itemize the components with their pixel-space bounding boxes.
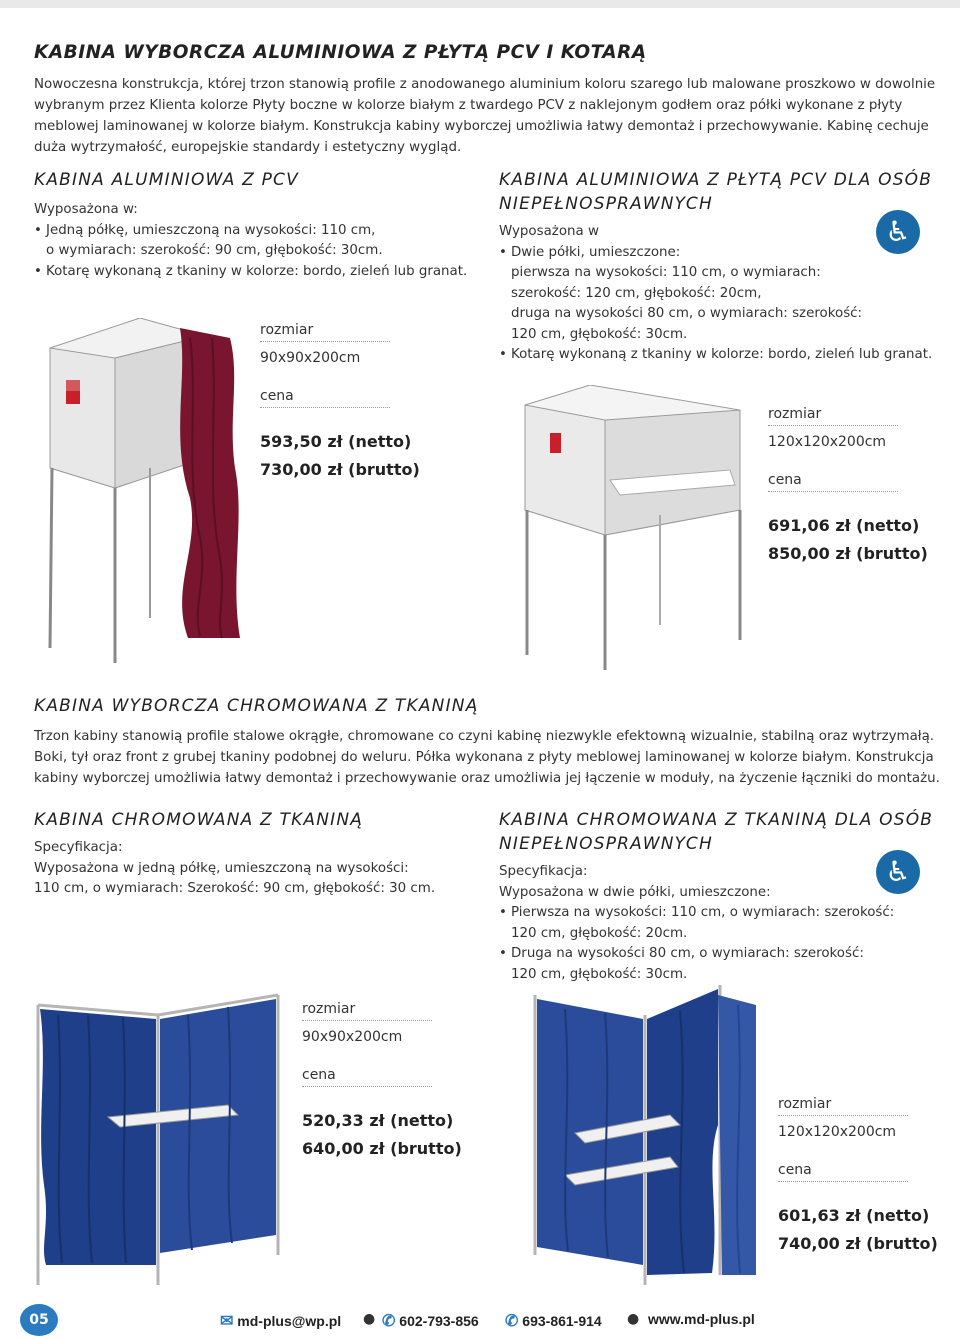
phone-icon: ✆ [505,1313,519,1330]
product1-title: KABINA ALUMINIOWA Z PCV [34,170,299,190]
product2-description: Wyposażona w • Dwie półki, umieszczone: pierwsza na wysokości: 110 cm, o wymiarach: szerokość: 120 cm, głębokość: 20cm, druga na wysokości 80 cm, o wymiarach: szerokość: 120 cm, głębokość: 30cm. • Kotarę wykonaną z tkaniny w kolorze: bordo, zieleń lub granat. [499,224,933,362]
price-label: cena [768,472,898,492]
price-gross: 850,00 zł (brutto) [768,544,928,563]
wheelchair-icon: ♿ [876,210,920,254]
product1-details [260,322,420,484]
product1-bullet: • Kotarę wykonaną z tkaniny w kolorze: bordo, zieleń lub granat. [34,262,484,283]
product4-details [778,1096,938,1258]
size-label: rozmiar [768,406,898,426]
intro-line: Nowoczesna konstrukcja, której trzon stanowią profile z anodowanego aluminium koloru szarego lub malowane proszkowo w dowolnie [34,77,936,92]
intro-line: duża wytrzymałość, europejskie standardy i estetyczny wygląd. [34,140,462,155]
product2-title: KABINA ALUMINIOWA Z PŁYTĄ PCV DLA OSÓB NIEPEŁNOSPRAWNYCH [499,170,933,214]
product1-image [40,318,250,668]
separator-dot: ● [363,1311,376,1327]
chrome-booth-accessible-image [520,985,760,1295]
aluminium-booth-accessible-image [510,385,750,675]
intro-line: wybranym przez Klienta kolorze Płyty boczne w kolorze białym z twardego PCV z naklejonym godłem oraz półki wykonane z płyty [34,98,903,113]
price-net: 593,50 zł (netto) [260,432,412,451]
main-title: KABINA WYBORCZA ALUMINIOWA Z PŁYTĄ PCV I KOTARĄ [34,42,647,63]
product4-image [520,985,760,1295]
price-label: cena [260,388,390,408]
envelope-icon: ✉ [220,1313,234,1330]
product3-image [28,985,288,1295]
price-net: 691,06 zł (netto) [768,516,920,535]
size-value: 90x90x200cm [260,350,361,366]
product2-details [768,406,928,568]
phone-icon: ✆ [382,1313,396,1330]
product4-description: Specyfikacja: Wyposażona w dwie półki, umieszczone: • Pierwsza na wysokości: 110 cm, o wymiarach: szerokość: 120 cm, głębokość: 20cm. • Druga na wysokości 80 cm, o wymiarach: szerokość: 120 cm, głębokość: 30cm. [499,864,895,982]
price-net: 520,33 zł (netto) [302,1111,454,1130]
product2-image [510,385,750,675]
product1-description [34,200,484,282]
separator-dot: ● [627,1311,640,1327]
chrome-booth-blue-image [28,985,288,1295]
product1-intro: Wyposażona w: [34,202,138,217]
price-gross: 730,00 zł (brutto) [260,460,420,479]
phone2-link[interactable]: ✆ 693-861-914 [505,1313,602,1330]
wheelchair-icon: ♿ [876,850,920,894]
phone1-link[interactable]: ✆ 602-793-856 [382,1313,479,1330]
intro-text [34,74,944,158]
product3-details [302,1001,462,1163]
top-bar [0,0,960,8]
footer [0,1304,960,1339]
product4-title: KABINA CHROMOWANA Z TKANINĄ DLA OSÓB NIEPEŁNOSPRAWNYCH [499,810,934,854]
price-label: cena [778,1162,908,1182]
price-gross: 640,00 zł (brutto) [302,1139,462,1158]
price-label: cena [302,1067,432,1087]
section2-title: KABINA WYBORCZA CHROMOWANA Z TKANINĄ [34,696,479,716]
price-gross: 740,00 zł (brutto) [778,1234,938,1253]
product3-description: Specyfikacja: Wyposażona w jedną półkę, umieszczoną na wysokości: 110 cm, o wymiarach: Szerokość: 90 cm, głębokość: 30 cm. [34,840,436,896]
intro-line: meblowej laminowanej w kolorze białym. Konstrukcja kabiny wyborczej umożliwia łatwy demontaż i przechowywanie. Kabinę cechuje [34,119,929,134]
size-label: rozmiar [778,1096,908,1116]
product1-bullet: • Jedną półkę, umieszczoną na wysokości: 110 cm, o wymiarach: szerokość: 90 cm, głębokość: 30cm. [34,221,484,262]
size-value: 90x90x200cm [302,1029,403,1045]
email-link[interactable]: ✉ md-plus@wp.pl [220,1313,342,1330]
section2-text: Trzon kabiny stanowią profile stalowe okrągłe, chromowane co czyni kabinę niezwykle efektowną wizualnie, stabilną oraz wytrzymałą. Boki, tył oraz front z grubej tkaniny podobnej do weluru. Półka wykonana z płyty meblowej laminowanej w kolorze białym. Konstrukcja kabiny wyborczej umożliwia łatwy demontaż i przechowywanie oraz umożliwia jej łączenie w moduły, na życzenie łączniki do montażu. [34,729,940,786]
aluminium-booth-burgundy-image [40,318,250,668]
size-label: rozmiar [260,322,390,342]
website-link[interactable]: www.md-plus.pl [648,1311,755,1327]
product3-title: KABINA CHROMOWANA Z TKANINĄ [34,810,364,830]
size-value: 120x120x200cm [768,434,887,450]
size-value: 120x120x200cm [778,1124,897,1140]
page-number: 05 [20,1304,58,1336]
price-net: 601,63 zł (netto) [778,1206,930,1225]
size-label: rozmiar [302,1001,432,1021]
